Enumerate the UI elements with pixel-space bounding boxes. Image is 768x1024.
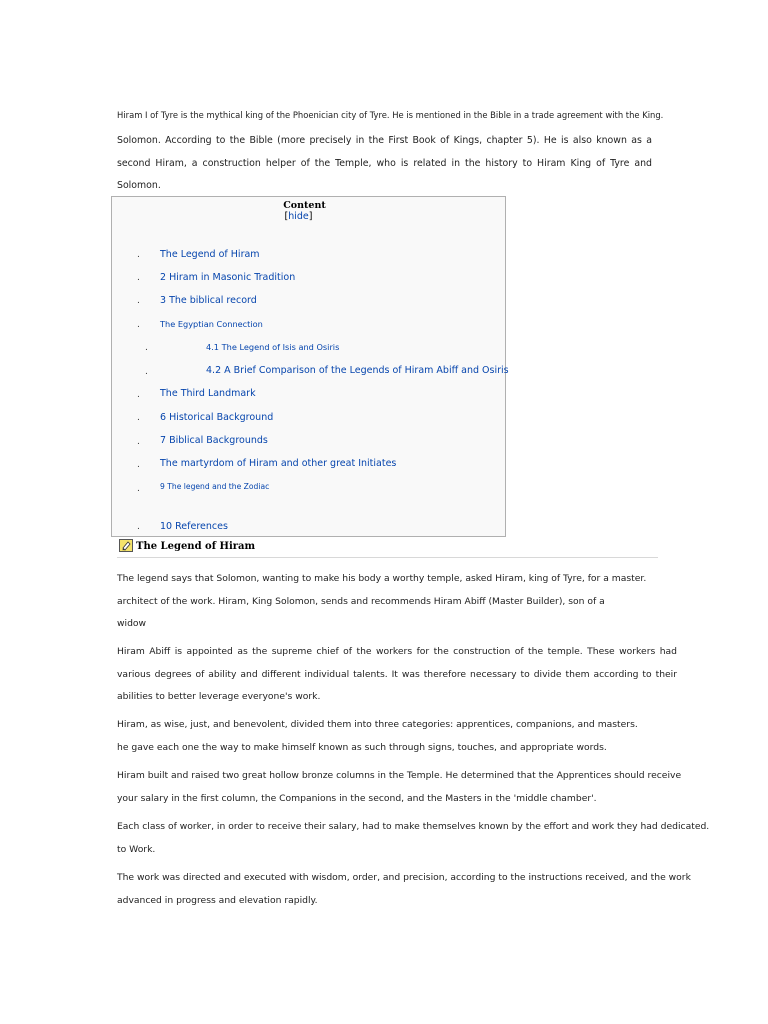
section-title: The Legend of Hiram: [136, 541, 256, 552]
paragraph-line: various degrees of ability and different individual talents. It was therefore necessary to divide them according to their: [117, 668, 677, 680]
toc-title: Content: [283, 200, 326, 211]
paragraph-line: Hiram, as wise, just, and benevolent, divided them into three categories: apprentices, companions, and masters.: [117, 719, 638, 730]
intro-paragraph: Solomon. According to the Bible (more precisely in the First Book of Kings, chapter 5). He is also known as a second Hiram, a construction helper of the Temple, who is related in the history to Hiram King of Tyre and Solomon.: [117, 135, 652, 191]
section-heading: [117, 539, 658, 558]
toc-item-historical-background[interactable]: 6 Historical Background: [160, 412, 274, 423]
toc-item-martyrdom[interactable]: The martyrdom of Hiram and other great Initiates: [160, 458, 397, 469]
toc-hide-link[interactable]: hide: [288, 211, 309, 222]
paragraph: [117, 765, 682, 810]
toc-item-legend-of-hiram[interactable]: The Legend of Hiram: [160, 249, 260, 260]
toc-bullet: .: [137, 320, 140, 330]
toc-item-zodiac[interactable]: 9 The legend and the Zodiac: [160, 482, 270, 491]
toc-item-comparison[interactable]: 4.2 A Brief Comparison of the Legends of Hiram Abiff and Osiris: [206, 365, 509, 376]
paragraph-line: The work was directed and executed with wisdom, order, and precision, according to the instructions received, and the work: [117, 872, 691, 883]
paragraph-line: The legend says that Solomon, wanting to make his body a worthy temple, asked Hiram, king of Tyre, for a master.: [117, 573, 647, 584]
paragraph-line: Hiram Abiff is appointed as the supreme chief of the workers for the construction of the temple. These workers had: [117, 646, 677, 657]
paragraph-line: Each class of worker, in order to receive their salary, had to make themselves known by the effort and work they had dedicated.: [117, 821, 710, 832]
edit-pencil-icon[interactable]: [119, 539, 133, 552]
toc-bullet: .: [137, 460, 140, 470]
paragraph-line: advanced in progress and elevation rapidly.: [117, 894, 318, 906]
toc-bullet: .: [137, 250, 140, 260]
toc-item-third-landmark[interactable]: The Third Landmark: [160, 388, 256, 399]
paragraph: [117, 641, 677, 709]
table-of-contents: [111, 196, 509, 537]
toc-bullet: .: [137, 484, 140, 494]
paragraph-line: your salary in the first column, the Companions in the second, and the Masters in the 'middle chamber'.: [117, 792, 597, 804]
toc-item-egyptian-connection[interactable]: The Egyptian Connection: [160, 319, 263, 329]
toc-item-references[interactable]: 10 References: [160, 521, 228, 532]
toc-hide-close-bracket: ]: [308, 211, 313, 222]
toc-bullet: .: [145, 367, 148, 377]
paragraph-line: architect of the work. Hiram, King Solomon, sends and recommends Hiram Abiff (Master Builder), son of a: [117, 595, 605, 607]
paragraph: [117, 568, 677, 636]
toc-bullet: .: [145, 343, 148, 353]
paragraph-line: abilities to better leverage everyone's work.: [117, 691, 321, 702]
toc-bullet: .: [137, 273, 140, 283]
paragraph: [117, 714, 677, 759]
paragraph-line: widow: [117, 618, 147, 629]
toc-item-biblical-record[interactable]: 3 The biblical record: [160, 295, 257, 306]
toc-hide-control: [112, 211, 485, 222]
intro-line-1: Hiram I of Tyre is the mythical king of the Phoenician city of Tyre. He is mentioned in the Bible in a trade agreement with the King.: [117, 110, 664, 120]
toc-bullet: .: [137, 522, 140, 532]
toc-bullet: .: [137, 390, 140, 400]
toc-bullet: .: [137, 413, 140, 423]
paragraph-line: he gave each one the way to make himself known as such through signs, touches, and appropriate words.: [117, 741, 607, 753]
paragraph-line: to Work.: [117, 843, 156, 855]
paragraph-line: Hiram built and raised two great hollow bronze columns in the Temple. He determined that the Apprentices should receive: [117, 770, 682, 781]
toc-item-masonic-tradition[interactable]: 2 Hiram in Masonic Tradition: [160, 272, 296, 283]
paragraph: [117, 816, 710, 861]
toc-hide-open-bracket: [: [284, 211, 289, 222]
toc-item-biblical-backgrounds[interactable]: 7 Biblical Backgrounds: [160, 435, 268, 446]
paragraph: [117, 867, 691, 912]
toc-bullet: .: [137, 437, 140, 447]
toc-bullet: .: [137, 296, 140, 306]
toc-item-isis-and-osiris[interactable]: 4.1 The Legend of Isis and Osiris: [206, 342, 340, 352]
